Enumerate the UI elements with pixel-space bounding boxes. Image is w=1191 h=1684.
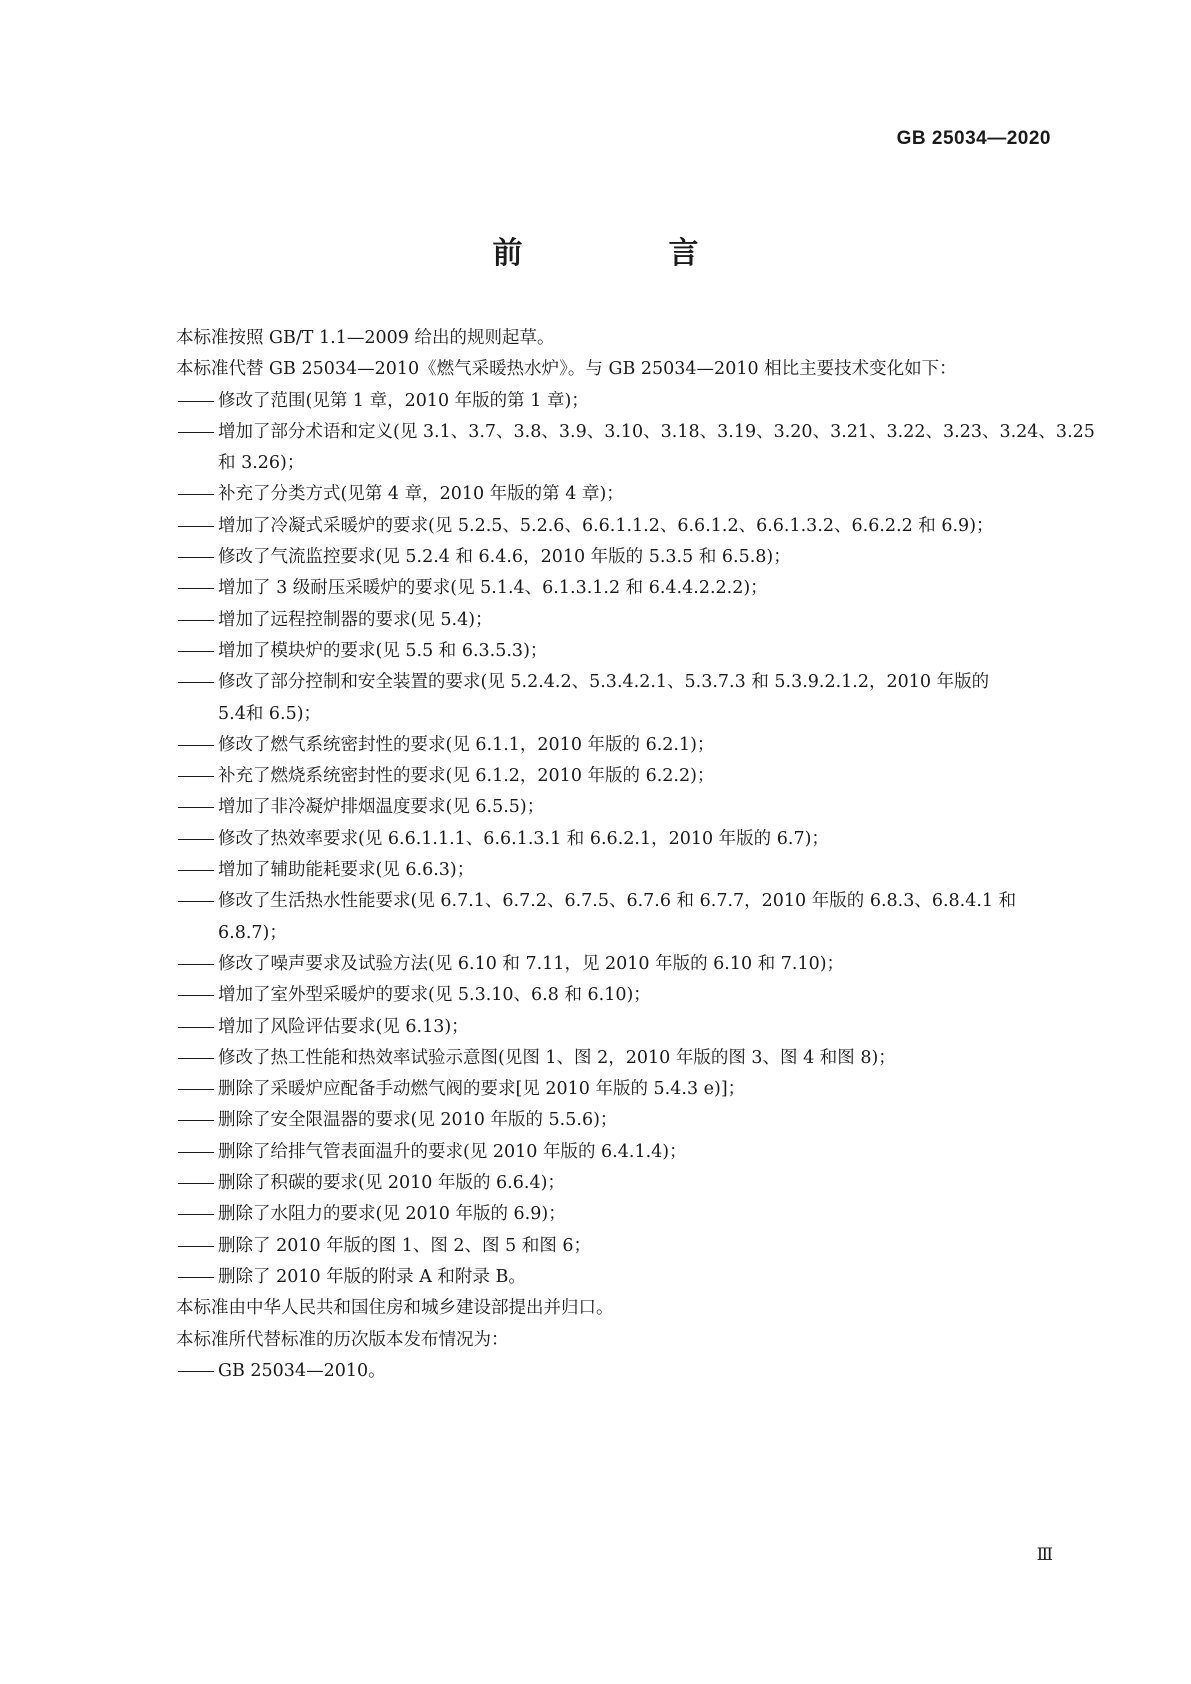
list-item-line: 5.4和 6.5)；	[218, 703, 322, 724]
list-item-text	[218, 792, 1056, 823]
change-item	[176, 1043, 1056, 1074]
list-item-text	[218, 855, 1056, 886]
list-item-line: 增加了 3 级耐压采暖炉的要求(见 5.1.4、6.1.3.1.2 和 6.4.4.2.2.2)；	[218, 578, 768, 599]
list-item-line: 删除了采暖炉应配备手动燃气阀的要求[见 2010 年版的 5.4.3 e)]；	[218, 1079, 746, 1100]
list-item-text	[218, 636, 1056, 667]
closing-paragraph: 本标准所代替标准的历次版本发布情况为：	[176, 1329, 509, 1350]
em-dash-marker	[176, 605, 218, 636]
list-item-text	[218, 479, 1056, 510]
list-item-text	[218, 949, 1056, 980]
list-item-line: 增加了非冷凝炉排烟温度要求(见 6.5.5)；	[218, 797, 545, 818]
list-item-text	[218, 730, 1056, 761]
list-item-line: GB 25034—2010。	[218, 1360, 386, 1381]
change-item	[176, 886, 1056, 949]
list-item-line: 和 3.26)；	[218, 453, 305, 474]
list-item-line: 修改了部分控制和安全装置的要求(见 5.2.4.2、5.3.4.2.1、5.3.7.3 和 5.3.9.2.1.2，2010 年版的	[218, 672, 990, 693]
list-item-line: 修改了噪声要求及试验方法(见 6.10 和 7.11，见 2010 年版的 6.10 和 7.10)；	[218, 953, 845, 974]
change-item	[176, 980, 1056, 1011]
em-dash-marker	[176, 1231, 218, 1262]
em-dash-marker	[176, 855, 218, 886]
change-item	[176, 1231, 1056, 1262]
list-item-text	[218, 667, 1056, 730]
em-dash-marker	[176, 730, 218, 761]
list-item-line: 增加了辅助能耗要求(见 6.6.3)；	[218, 860, 475, 881]
list-item-text	[218, 1168, 1056, 1199]
change-item	[176, 730, 1056, 761]
change-item	[176, 1137, 1056, 1168]
em-dash-marker	[176, 417, 218, 448]
em-dash-marker	[176, 386, 218, 417]
em-dash-marker	[176, 479, 218, 510]
change-item	[176, 1105, 1056, 1136]
list-item-text	[218, 980, 1056, 1011]
em-dash-marker	[176, 761, 218, 792]
list-item-line: 修改了气流监控要求(见 5.2.4 和 6.4.6，2010 年版的 5.3.5 和 6.5.8)；	[218, 547, 791, 568]
list-item-line: 补充了分类方式(见第 4 章，2010 年版的第 4 章)；	[218, 484, 624, 505]
list-item-text	[218, 386, 1056, 417]
em-dash-marker	[176, 1168, 218, 1199]
em-dash-marker	[176, 573, 218, 604]
list-item-text	[218, 886, 1056, 949]
page-number: Ⅲ	[1036, 1545, 1053, 1565]
list-item-line: 增加了冷凝式采暖炉的要求(见 5.2.5、5.2.6、6.6.1.1.2、6.6.1.2、6.6.1.3.2、6.6.2.2 和 6.9)；	[218, 515, 994, 536]
closing-paragraph: 本标准由中华人民共和国住房和城乡建设部提出并归口。	[176, 1298, 614, 1319]
em-dash-marker	[176, 1043, 218, 1074]
list-item-text	[218, 511, 1056, 542]
change-item	[176, 1074, 1056, 1105]
list-item-line: 删除了给排气管表面温升的要求(见 2010 年版的 6.4.1.4)；	[218, 1141, 687, 1162]
list-item-text	[218, 605, 1056, 636]
list-item-text	[218, 1231, 1056, 1262]
em-dash-marker	[176, 542, 218, 573]
change-item	[176, 573, 1056, 604]
list-item-text	[218, 1074, 1056, 1105]
list-item-line: 删除了水阻力的要求(见 2010 年版的 6.9)；	[218, 1204, 566, 1225]
em-dash-marker	[176, 511, 218, 542]
list-item-text	[218, 542, 1056, 573]
list-item-line: 修改了热效率要求(见 6.6.1.1.1、6.6.1.3.1 和 6.6.2.1，2010 年版的 6.7)；	[218, 828, 829, 849]
list-item-line: 删除了 2010 年版的附录 A 和附录 B。	[218, 1266, 526, 1287]
em-dash-marker	[176, 824, 218, 855]
list-item-line: 增加了风险评估要求(见 6.13)；	[218, 1016, 469, 1037]
list-item-line: 增加了部分术语和定义(见 3.1、3.7、3.8、3.9、3.10、3.18、3.19、3.20、3.21、3.22、3.23、3.24、3.25	[218, 421, 1095, 442]
list-item-text	[218, 1012, 1056, 1043]
list-item-text	[218, 824, 1056, 855]
list-item-line: 6.8.7)；	[218, 922, 287, 943]
history-list	[176, 1356, 1056, 1387]
list-item-text	[218, 417, 1095, 480]
change-item	[176, 542, 1056, 573]
em-dash-marker	[176, 949, 218, 980]
list-item-text	[218, 1262, 1056, 1293]
list-item-line: 增加了远程控制器的要求(见 5.4)；	[218, 609, 493, 630]
intro-paragraph: 本标准按照 GB/T 1.1—2009 给出的规则起草。	[176, 328, 555, 348]
page-title: 前 言	[492, 236, 757, 271]
list-item-line: 修改了范围(见第 1 章，2010 年版的第 1 章)；	[218, 390, 589, 411]
intro-paragraph: 本标准代替 GB 25034—2010《燃气采暖热水炉》。与 GB 25034—2010 相比主要技术变化如下：	[176, 359, 957, 380]
list-item-text	[218, 1043, 1056, 1074]
list-item-line: 删除了 2010 年版的图 1、图 2、图 5 和图 6；	[218, 1235, 592, 1256]
list-item-line: 增加了室外型采暖炉的要求(见 5.3.10、6.8 和 6.10)；	[218, 985, 651, 1006]
em-dash-marker	[176, 1356, 218, 1387]
change-item	[176, 1168, 1056, 1199]
document-body	[176, 323, 1095, 1387]
change-item	[176, 636, 1056, 667]
change-item	[176, 417, 1095, 480]
list-item-line: 删除了安全限温器的要求(见 2010 年版的 5.5.6)；	[218, 1110, 618, 1131]
list-item-text	[218, 1137, 1056, 1168]
list-item-line: 补充了燃烧系统密封性的要求(见 6.1.2，2010 年版的 6.2.2)；	[218, 766, 715, 787]
em-dash-marker	[176, 886, 218, 917]
list-item-line: 修改了热工性能和热效率试验示意图(见图 1、图 2，2010 年版的图 3、图 4 和图 8)；	[218, 1047, 896, 1068]
history-item	[176, 1356, 1056, 1387]
em-dash-marker	[176, 1105, 218, 1136]
list-item-line: 增加了模块炉的要求(见 5.5 和 6.3.5.3)；	[218, 640, 548, 661]
change-item	[176, 667, 1056, 730]
change-item	[176, 855, 1056, 886]
list-item-text	[218, 1199, 1056, 1230]
list-item-text	[218, 761, 1056, 792]
em-dash-marker	[176, 1074, 218, 1105]
em-dash-marker	[176, 1199, 218, 1230]
list-item-text	[218, 1356, 1056, 1387]
change-item	[176, 1262, 1056, 1293]
change-item	[176, 824, 1056, 855]
em-dash-marker	[176, 667, 218, 698]
change-item	[176, 511, 1056, 542]
em-dash-marker	[176, 980, 218, 1011]
change-item	[176, 1012, 1056, 1043]
change-item	[176, 479, 1056, 510]
em-dash-marker	[176, 636, 218, 667]
changes-list	[176, 386, 1095, 1294]
em-dash-marker	[176, 792, 218, 823]
change-item	[176, 1199, 1056, 1230]
list-item-line: 删除了积碳的要求(见 2010 年版的 6.6.4)；	[218, 1173, 565, 1194]
em-dash-marker	[176, 1137, 218, 1168]
change-item	[176, 949, 1056, 980]
standard-code: GB 25034—2020	[896, 128, 1051, 149]
em-dash-marker	[176, 1262, 218, 1293]
list-item-line: 修改了生活热水性能要求(见 6.7.1、6.7.2、6.7.5、6.7.6 和 6.7.7，2010 年版的 6.8.3、6.8.4.1 和	[218, 891, 1017, 912]
em-dash-marker	[176, 1012, 218, 1043]
change-item	[176, 386, 1056, 417]
list-item-line: 修改了燃气系统密封性的要求(见 6.1.1，2010 年版的 6.2.1)；	[218, 734, 715, 755]
change-item	[176, 792, 1056, 823]
list-item-text	[218, 1105, 1056, 1136]
change-item	[176, 605, 1056, 636]
list-item-text	[218, 573, 1056, 604]
change-item	[176, 761, 1056, 792]
